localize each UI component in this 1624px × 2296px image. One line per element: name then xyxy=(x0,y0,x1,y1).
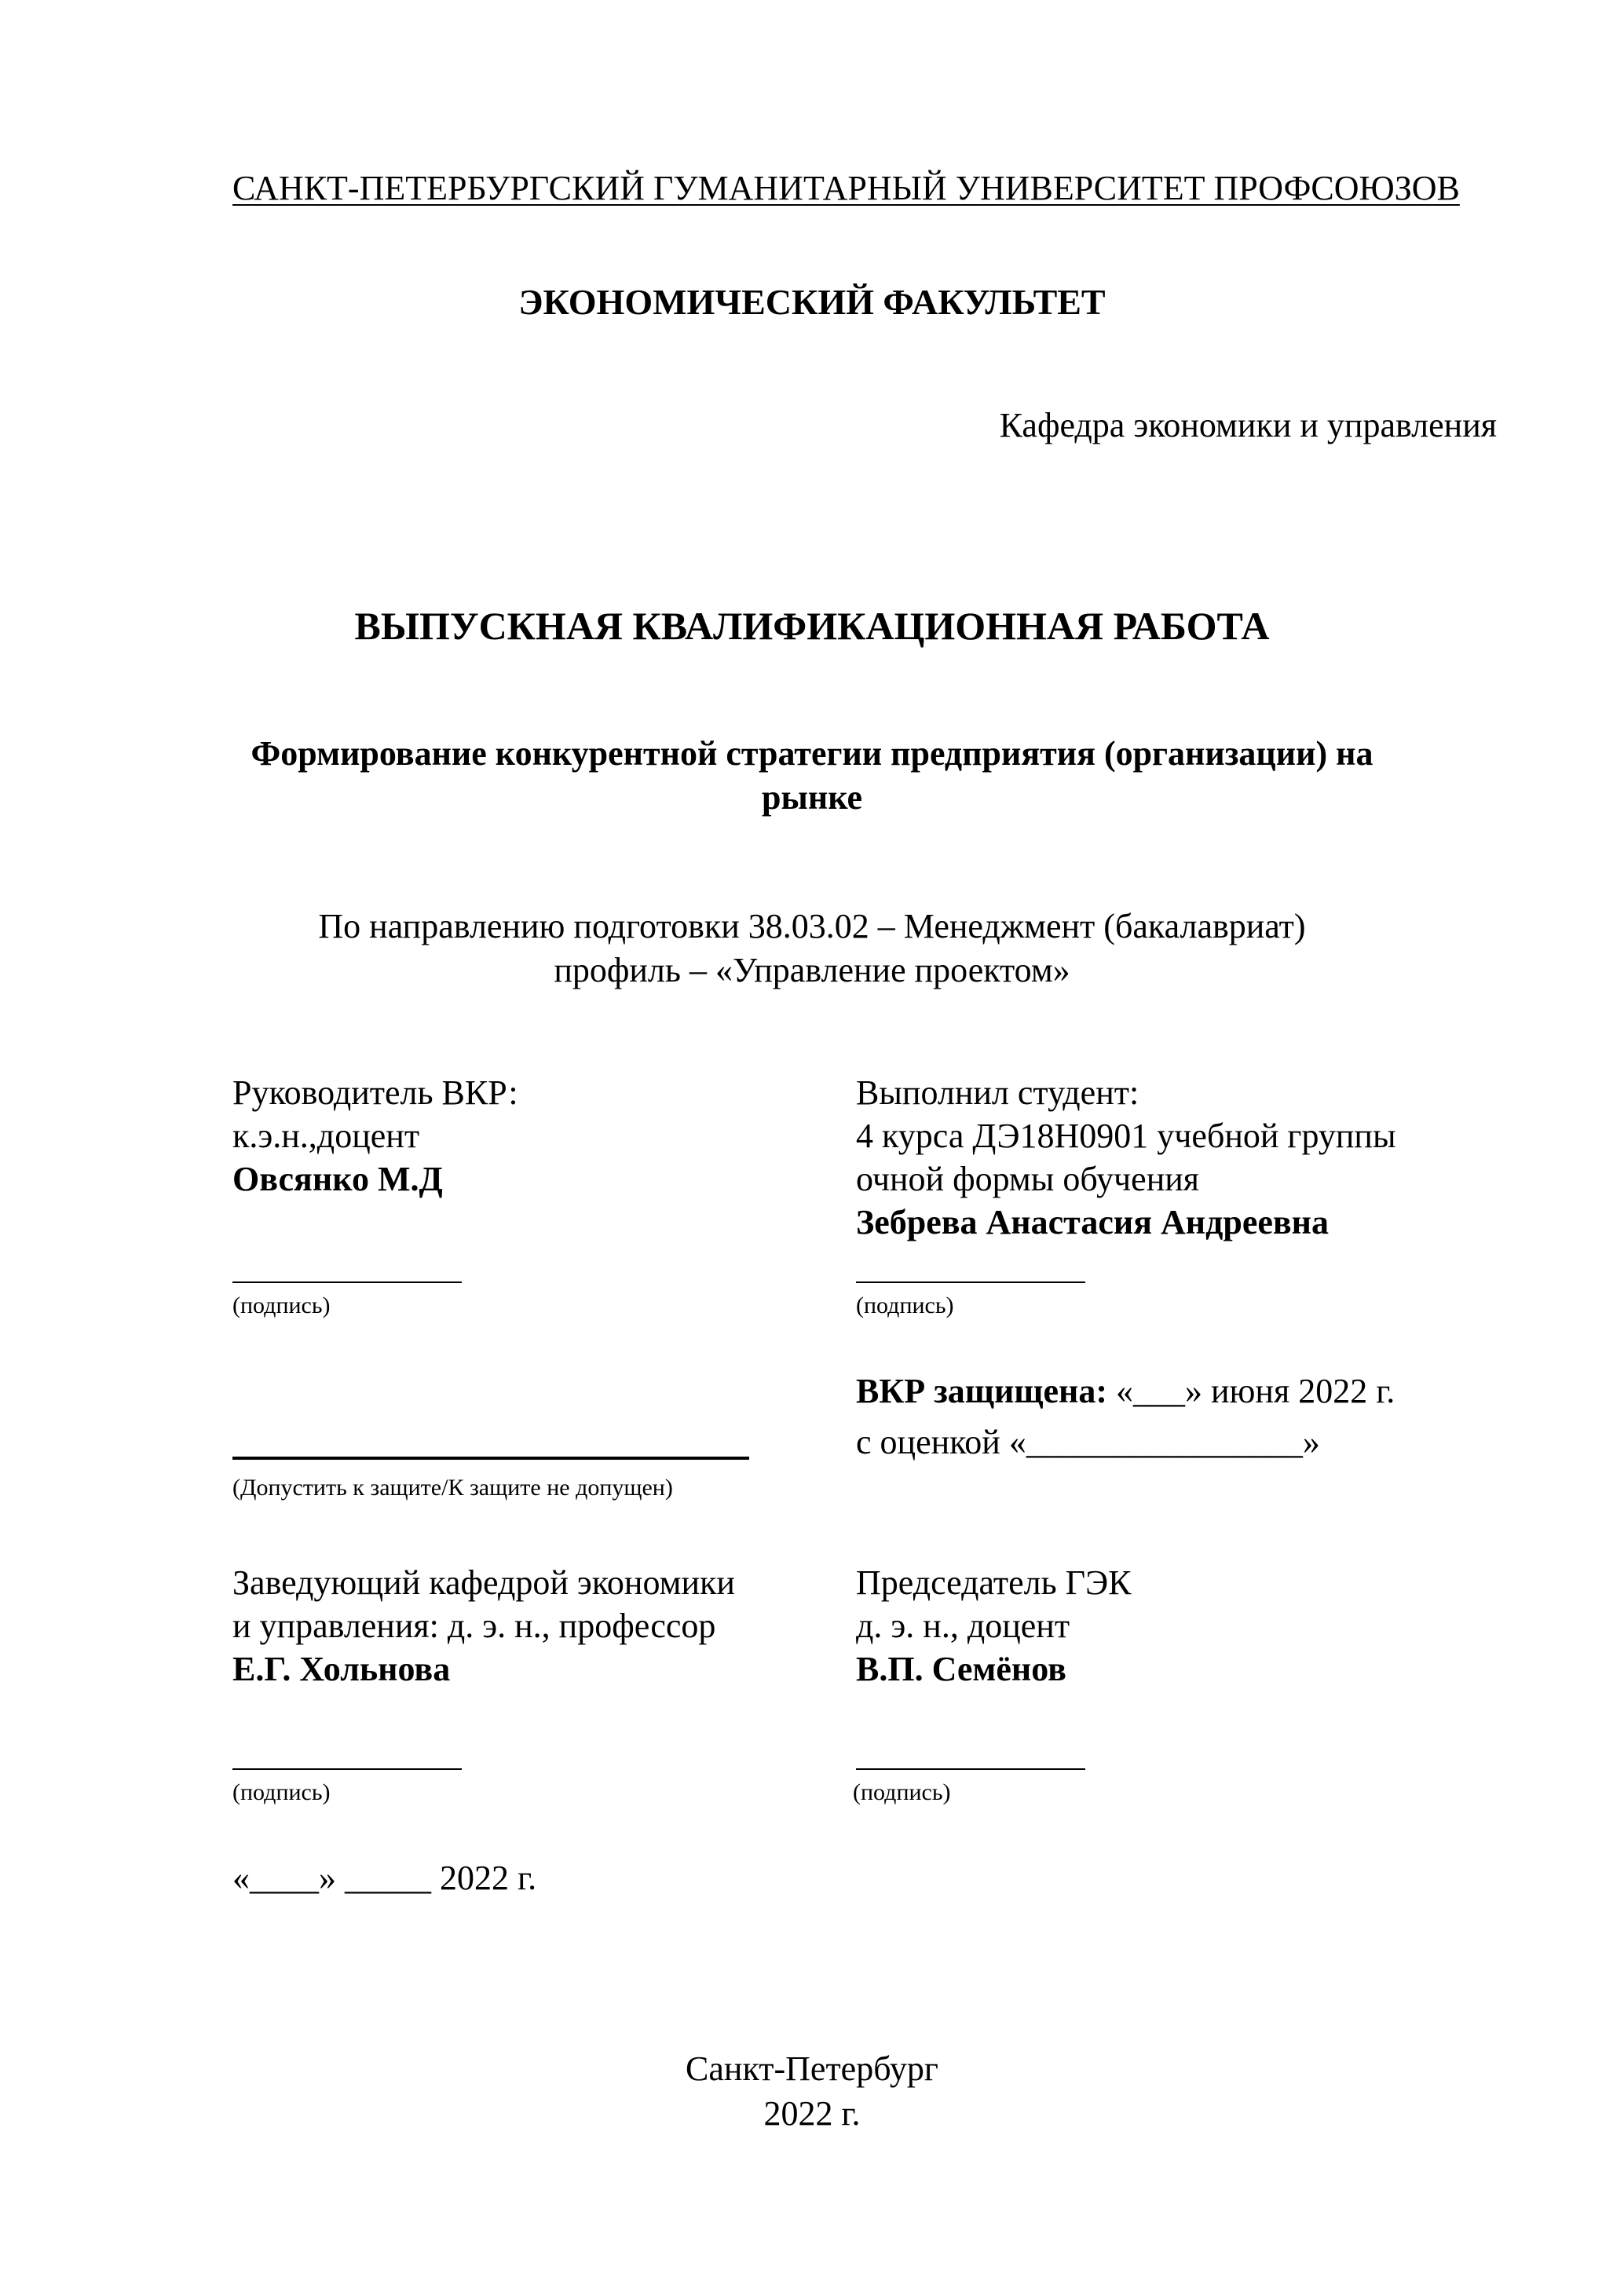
direction-line2: профиль – «Управление проектом» xyxy=(554,951,1070,989)
chairman-name: В.П. Семёнов xyxy=(856,1650,1066,1688)
faculty-name: ЭКОНОМИЧЕСКИЙ ФАКУЛЬТЕТ xyxy=(518,282,1106,322)
work-topic-line2: рынке xyxy=(762,778,862,817)
student-course: 4 курса ДЭ18Н0901 учебной группы xyxy=(856,1117,1396,1155)
footer-city: Санкт-Петербург xyxy=(686,2049,938,2088)
head-name: Е.Г. Хольнова xyxy=(232,1650,451,1688)
admission-line xyxy=(232,1457,749,1460)
student-signature-label: (подпись) xyxy=(856,1292,954,1318)
chairman-degree: д. э. н., доцент xyxy=(856,1607,1070,1645)
admission-label: (Допустить к защите/К защите не допущен) xyxy=(232,1475,673,1501)
supervisor-degree: к.э.н.,доцент xyxy=(232,1117,420,1155)
supervisor-signature-line xyxy=(232,1281,462,1283)
defense-label: ВКР защищена: xyxy=(856,1372,1107,1410)
student-signature-line xyxy=(856,1281,1085,1283)
head-signature-label: (подпись) xyxy=(232,1779,331,1805)
supervisor-signature-label: (подпись) xyxy=(232,1292,331,1318)
chairman-role: Председатель ГЭК xyxy=(856,1563,1132,1602)
supervisor-name: Овсянко М.Д xyxy=(232,1160,443,1198)
work-type: ВЫПУСКНАЯ КВАЛИФИКАЦИОННАЯ РАБОТА xyxy=(354,604,1270,648)
footer-year: 2022 г. xyxy=(763,2094,861,2133)
supervisor-role: Руководитель ВКР: xyxy=(232,1073,518,1112)
defense-grade: с оценкой «________________» xyxy=(856,1423,1320,1461)
head-line1: Заведующий кафедрой экономики xyxy=(232,1563,735,1602)
direction-line1: По направлению подготовки 38.03.02 – Менеджмент (бакалавриат) xyxy=(318,907,1306,945)
department-name: Кафедра экономики и управления xyxy=(999,406,1497,444)
university-name: САНКТ-ПЕТЕРБУРГСКИЙ ГУМАНИТАРНЫЙ УНИВЕРСИТЕТ ПРОФСОЮЗОВ xyxy=(232,169,1460,207)
student-form: очной формы обучения xyxy=(856,1160,1200,1198)
head-signature-line xyxy=(232,1768,462,1770)
date-line: «____» _____ 2022 г. xyxy=(232,1859,537,1897)
head-line2: и управления: д. э. н., профессор xyxy=(232,1607,716,1645)
student-name: Зебрева Анастасия Андреевна xyxy=(856,1203,1330,1241)
student-role: Выполнил студент: xyxy=(856,1073,1139,1112)
defense-date: «___» июня 2022 г. xyxy=(1116,1372,1395,1410)
chairman-signature-label: (подпись) xyxy=(853,1779,951,1805)
chairman-signature-line xyxy=(856,1768,1085,1770)
work-topic-line1: Формирование конкурентной стратегии предприятия (организации) на xyxy=(251,734,1373,773)
defense-line xyxy=(856,1374,1395,1409)
